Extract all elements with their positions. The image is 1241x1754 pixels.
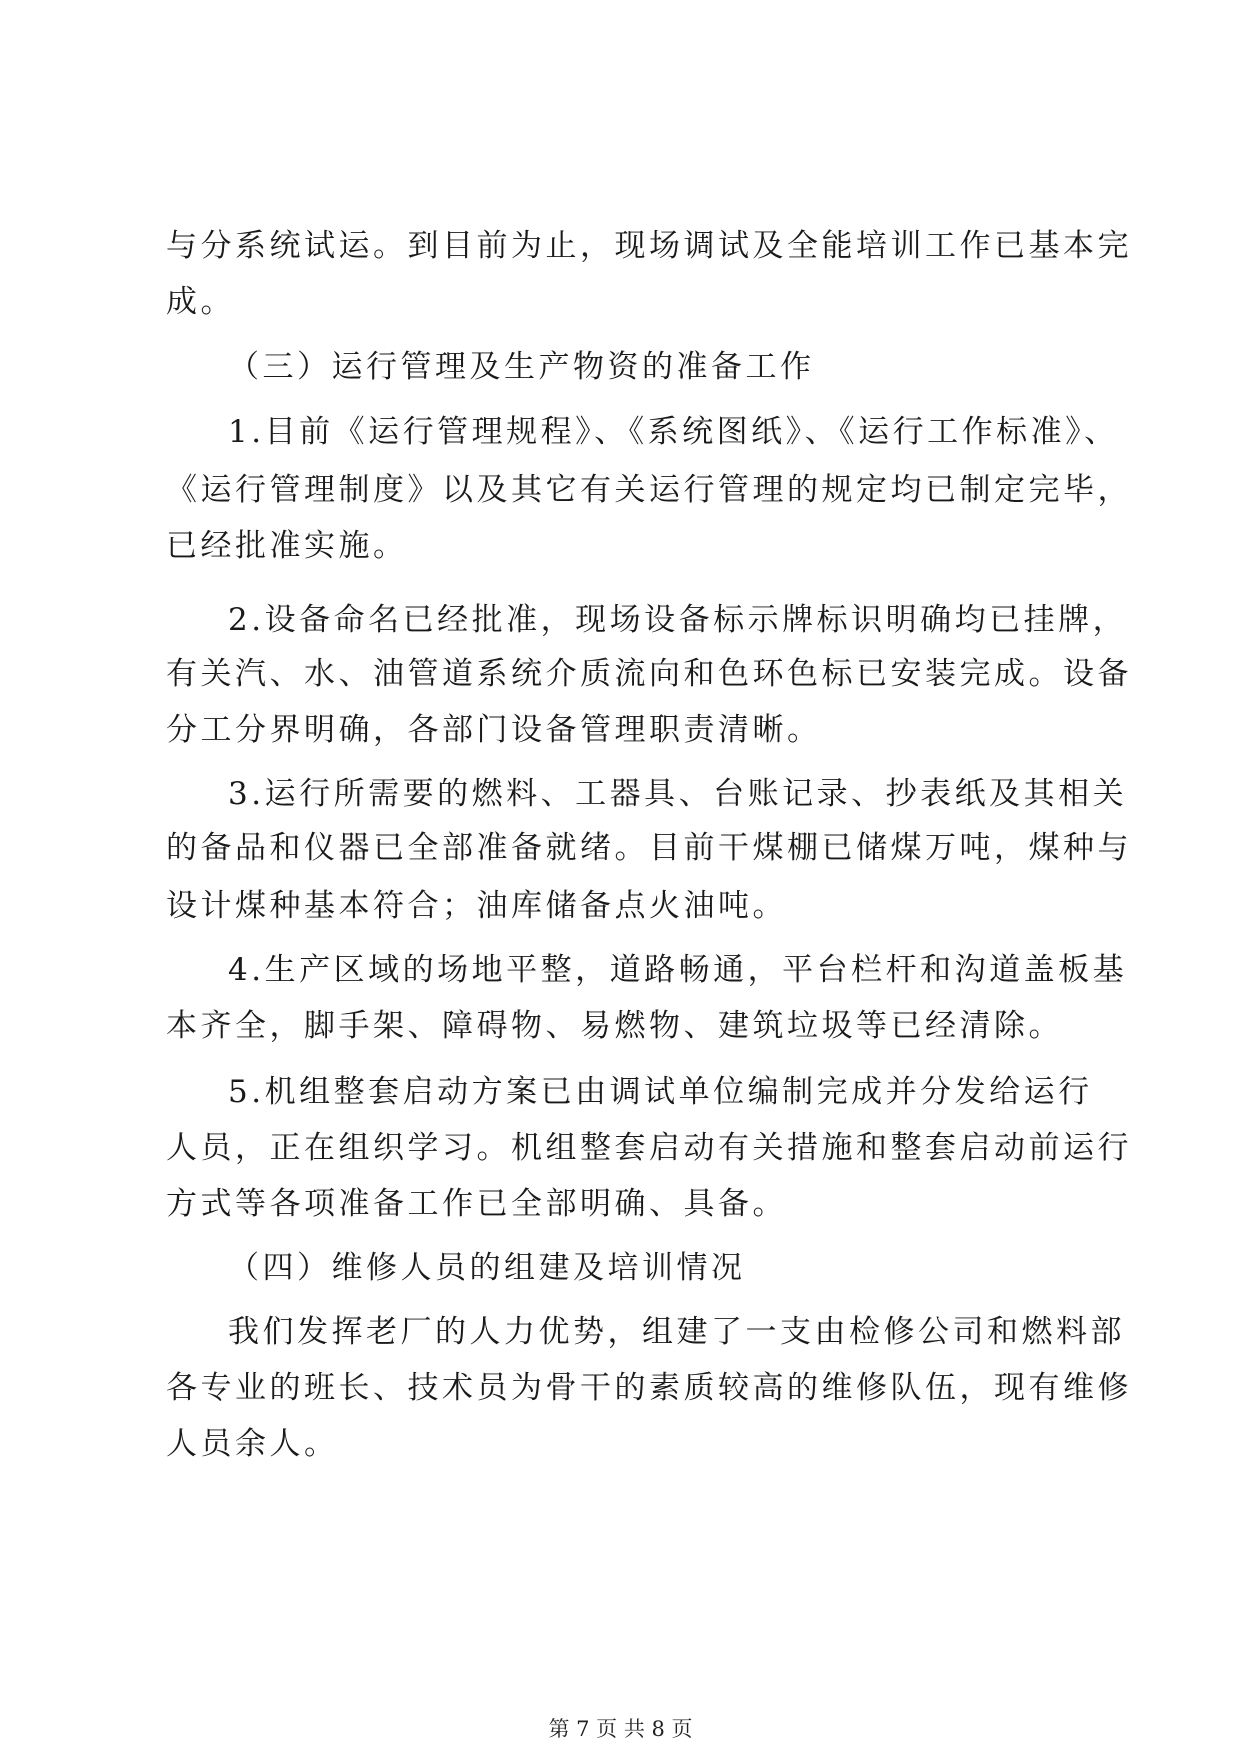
page-footer: 第 7 页 共 8 页 — [548, 1717, 693, 1741]
section-heading: （三）运行管理及生产物资的准备工作 — [228, 349, 815, 385]
text-line: 2.设备命名已经批准，现场设备标示牌标识明确均已挂牌， — [228, 602, 1128, 638]
text-line: 已经批准实施。 — [166, 528, 408, 564]
text-line: 与分系统试运。到目前为止，现场调试及全能培训工作已基本完 — [166, 228, 1132, 264]
text-line: 《运行管理制度》以及其它有关运行管理的规定均已制定完毕， — [166, 472, 1132, 508]
text-line: 设计煤种基本符合；油库储备点火油吨。 — [166, 888, 787, 924]
text-line: 4.生产区域的场地平整，道路畅通，平台栏杆和沟道盖板基 — [228, 952, 1128, 988]
text-line: 的备品和仪器已全部准备就绪。目前干煤棚已储煤万吨，煤种与 — [166, 830, 1132, 866]
text-line: 本齐全，脚手架、障碍物、易燃物、建筑垃圾等已经清除。 — [166, 1008, 1063, 1044]
text-line: 有关汽、水、油管道系统介质流向和色环色标已安装完成。设备 — [166, 656, 1132, 692]
text-line: 各专业的班长、技术员为骨干的素质较高的维修队伍，现有维修 — [166, 1370, 1132, 1406]
section-heading: （四）维修人员的组建及培训情况 — [228, 1250, 746, 1286]
text-line: 我们发挥老厂的人力优势，组建了一支由检修公司和燃料部 — [228, 1314, 1125, 1350]
text-line: 人员余人。 — [166, 1426, 339, 1462]
text-line: 方式等各项准备工作已全部明确、具备。 — [166, 1186, 787, 1222]
text-line: 人员，正在组织学习。机组整套启动有关措施和整套启动前运行 — [166, 1130, 1132, 1166]
text-line: 1.目前《运行管理规程》、《系统图纸》、《运行工作标准》、 — [228, 414, 1119, 450]
text-line: 5.机组整套启动方案已由调试单位编制完成并分发给运行 — [228, 1074, 1093, 1110]
text-line: 分工分界明确，各部门设备管理职责清晰。 — [166, 712, 822, 748]
text-line: 3.运行所需要的燃料、工器具、台账记录、抄表纸及其相关 — [228, 776, 1128, 812]
text-line: 成。 — [166, 284, 235, 320]
